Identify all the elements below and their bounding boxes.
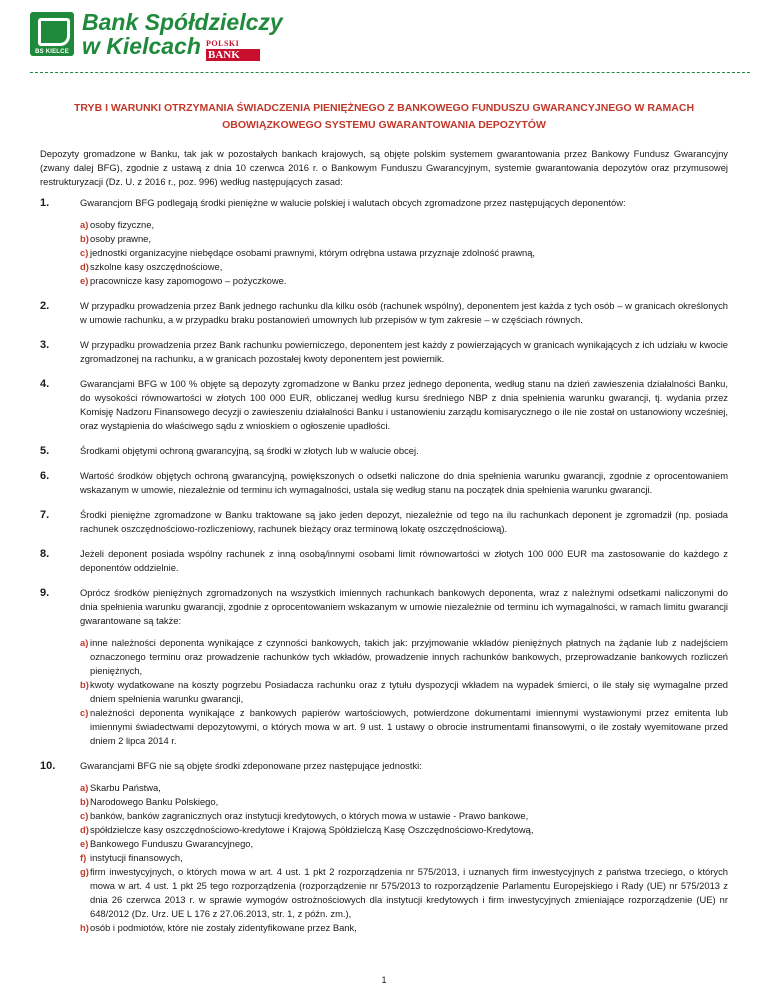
item-number: 7. [40,509,50,521]
item-number: 3. [40,339,50,351]
badge-top: POLSKI [206,39,240,48]
sub-item-letter: a) [80,782,89,793]
bank-logo-icon [30,12,74,56]
sub-list-item [80,781,728,795]
logo-tag: BS KIELCE [35,49,69,55]
sub-item-letter: a) [80,637,89,648]
sub-item-text: Narodowego Banku Polskiego, [90,796,219,807]
list-item [40,547,728,575]
list-item [40,469,728,497]
sub-list-item [80,260,728,274]
sub-list [80,636,728,748]
sub-item-text: Skarbu Państwa, [90,782,161,793]
list-item [40,377,728,433]
sub-item-text: kwoty wydatkowane na koszty pogrzebu Posiadacza rachunku oraz z tytułu dyspozycji wkładem na wypadek śmierci, o ile stały się wymagalne przed dniem spełnienia warunku gwarancji, [90,679,728,704]
numbered-list [40,196,728,946]
sub-item-letter: a) [80,219,89,230]
sub-list-item [80,218,728,232]
document-title: TRYB I WARUNKI OTRZYMANIA ŚWIADCZENIA PIENIĘŻNEGO Z BANKOWEGO FUNDUSZU GWARANCYJNEGO W RAMACH OBOWIĄZKOWEGO SYSTEMU GWARANTOWANIA DEPOZYTÓW [73,102,695,131]
bank-name-line1: Bank Spółdzielczy [82,9,283,35]
sub-list-item [80,851,728,865]
sub-item-letter: c) [80,247,89,258]
sub-list [80,218,728,288]
item-text: Gwarancjami BFG nie są objęte środki zdeponowane przez następujące jednostki: [80,760,422,771]
sub-item-text: należności deponenta wynikające z bankowych papierów wartościowych, potwierdzone dokumentami imiennymi wystawionymi przez emitenta lub imiennymi świadectwami depozytowymi, o których mowa w art. 9 ust. 1 ustawy o obrocie instrumentami finansowymi, o ile zostały wyemitowane przed dniem 2 lipca 2014 r. [90,707,728,746]
item-number: 4. [40,378,50,390]
sub-item-text: instytucji finansowych, [90,852,183,863]
sub-item-text: spółdzielcze kasy oszczędnościowo-kredytowe i Krajową Spółdzielczą Kasę Oszczędnościowo-Kredytową, [90,824,534,835]
sub-item-letter: f) [80,852,87,863]
header-divider [30,72,750,73]
sub-list-item [80,921,728,935]
sub-item-text: pracownicze kasy zapomogowo – pożyczkowe. [90,275,287,286]
sub-item-text: osoby fizyczne, [90,219,155,230]
item-text: Gwarancjom BFG podlegają środki pieniężne w walucie polskiej i walutach obcych zgromadzone przez następujących deponentów: [80,197,626,208]
page-number: 1 [381,975,387,985]
intro-paragraph: Depozyty gromadzone w Banku, tak jak w pozostałych bankach krajowych, są objęte polskim systemem gwarantowania przez Bankowy Fundusz Gwarancyjny (zwany dalej BFG), zgodnie z ustawą z dnia 10 czerwca 2016 r. o Bankowym Funduszu Gwarancyjnym, systemie gwarantowania depozytów oraz przymusowej restrukturyzacji (Dz. U. z 2016 r., poz. 996) według następujących zasad: [40,148,728,187]
item-number: 9. [40,587,50,599]
item-text: Środkami objętymi ochroną gwarancyjną, są środki w złotych lub w walucie obcej. [80,445,419,456]
sub-list [80,781,728,935]
sub-list-item [80,865,728,921]
sub-item-text: firm inwestycyjnych, o których mowa w art. 4 ust. 1 pkt 2 rozporządzenia nr 575/2013, i uznanych firm inwestycyjnych z państwa trzeciego, o których mowa w art. 4 ust. 1 pkt 25 tego rozporządzenia (rozporządzenie nr 575/2013 to rozporządzenie Parlamentu Europejskiego i Rady (UE) nr 575/2013 z dnia 26 czerwca 2013 r. w sprawie wymogów ostrożnościowych dla instytucji kredytowych i firm inwestycyjnych zmieniające rozporządzenie (UE) nr 648/2012 (Dz. Urz. UE L 176 z 27.06.2013, str. 1, z późn. zm.), [90,866,728,919]
item-text: Gwarancjami BFG w 100 % objęte są depozyty zgromadzone w Banku przez jednego deponenta, według stanu na dzień zawieszenia działalności Banku, do wysokości równowartości w złotych 100 000 EUR, obliczanej według kursu średniego NBP z dnia spełnienia warunku gwarancji, tj. wydania przez Komisję Nadzoru Finansowego decyzji o zawieszeniu działalności Banku i ustanowieniu zarządu komisarycznego o ile nie został on ustanowiony wcześniej, oraz wystąpienia do właściwego sądu z wnioskiem o ogłoszenie upadłości. [80,378,728,431]
list-item [40,338,728,366]
item-text: Wartość środków objętych ochroną gwarancyjną, powiększonych o odsetki naliczone do dnia spełnienia warunku gwarancji, zgodnie z oprocentowaniem wskazanym w umowie, niezależnie od terminu ich wymagalności, ustala się według stanu na początek dnia spełnienia warunku gwarancji. [80,470,728,495]
list-item [40,508,728,536]
sub-item-text: banków, banków zagranicznych oraz instytucji kredytowych, o których mowa w ustawie - Prawo bankowe, [90,810,529,821]
sub-list-item [80,823,728,837]
list-item [40,196,728,288]
sub-item-letter: d) [80,824,89,835]
item-number: 5. [40,445,50,457]
sub-item-text: jednostki organizacyjne niebędące osobami prawnymi, którym odrębna ustawa przyznaje zdolność prawną, [90,247,536,258]
sub-item-letter: e) [80,838,89,849]
polski-bank-badge [206,40,260,60]
item-number: 1. [40,197,50,209]
list-item [40,759,728,935]
sub-list-item [80,795,728,809]
sub-item-text: osób i podmiotów, które nie zostały zidentyfikowane przez Bank, [90,922,357,933]
sub-item-text: Bankowego Funduszu Gwarancyjnego, [90,838,254,849]
item-text: Oprócz środków pieniężnych zgromadzonych na wszystkich imiennych rachunkach bankowych deponenta, wraz z należnymi odsetkami naliczonymi do dnia spełnienia warunku gwarancji, zgodnie z oprocentowaniem wskazanym w umowie niezależnie od terminu ich wymagalności, w ramach limitu gwarancji gwarantowane są także: [80,587,728,626]
sub-item-letter: b) [80,679,89,690]
sub-item-letter: e) [80,275,89,286]
item-number: 6. [40,470,50,482]
sub-list-item [80,837,728,851]
list-item [40,586,728,748]
list-item [40,444,728,458]
sub-item-letter: b) [80,233,89,244]
list-item [40,299,728,327]
sub-list-item [80,636,728,678]
sub-list-item [80,232,728,246]
item-text: Jeżeli deponent posiada wspólny rachunek z inną osobą/innymi osobami limit równowartości w złotych 100 000 EUR ma zastosowanie do każdego z deponentów oddzielnie. [80,548,728,573]
sub-item-text: szkolne kasy oszczędnościowe, [90,261,223,272]
item-number: 8. [40,548,50,560]
sub-item-letter: h) [80,922,89,933]
sub-item-letter: c) [80,707,89,718]
sub-item-letter: g) [80,866,89,877]
item-number: 10. [40,760,56,772]
item-text: W przypadku prowadzenia przez Bank jednego rachunku dla kilku osób (rachunek wspólny), deponentem jest każda z tych osób – w granicach określonych w umowie rachunku, a w przypadku braku postanowień umownych lub przepisów w tym zakresie – w częściach równych. [80,300,728,325]
sub-item-letter: b) [80,796,89,807]
item-text: W przypadku prowadzenia przez Bank rachunku powierniczego, deponentem jest każdy z powierzających w granicach wynikających z ich udziału w kwocie zgromadzonej na rachunku, a w granicach pozostałej kwoty deponentem jest powiernik. [80,339,728,364]
badge-bottom: BANK [206,49,260,61]
sub-list-item [80,246,728,260]
sub-item-text: osoby prawne, [90,233,151,244]
sub-item-letter: d) [80,261,89,272]
sub-list-item [80,274,728,288]
item-text: Środki pieniężne zgromadzone w Banku traktowane są jako jeden depozyt, niezależnie od tego na ilu rachunkach deponent je zgromadził (np. posiada rachunek oszczędnościowo-rozliczeniowy, rachunek bieżący oraz terminową lokatę oszczędnościową). [80,509,728,534]
bank-name-line2: w Kielcach [82,33,201,59]
item-number: 2. [40,300,50,312]
sub-item-text: inne należności deponenta wynikające z czynności bankowych, takich jak: przyjmowanie wkładów pieniężnych płatnych na żądanie lub z nadejściem oznaczonego terminu oraz prowadzenie rachunków tych wkładów, prowadzenie innych rachunków bankowych, przeprowadzanie bankowych rozliczeń pieniężnych, [90,637,728,676]
page-header [30,10,750,66]
sub-list-item [80,678,728,706]
sub-list-item [80,809,728,823]
sub-list-item [80,706,728,748]
sub-item-letter: c) [80,810,89,821]
